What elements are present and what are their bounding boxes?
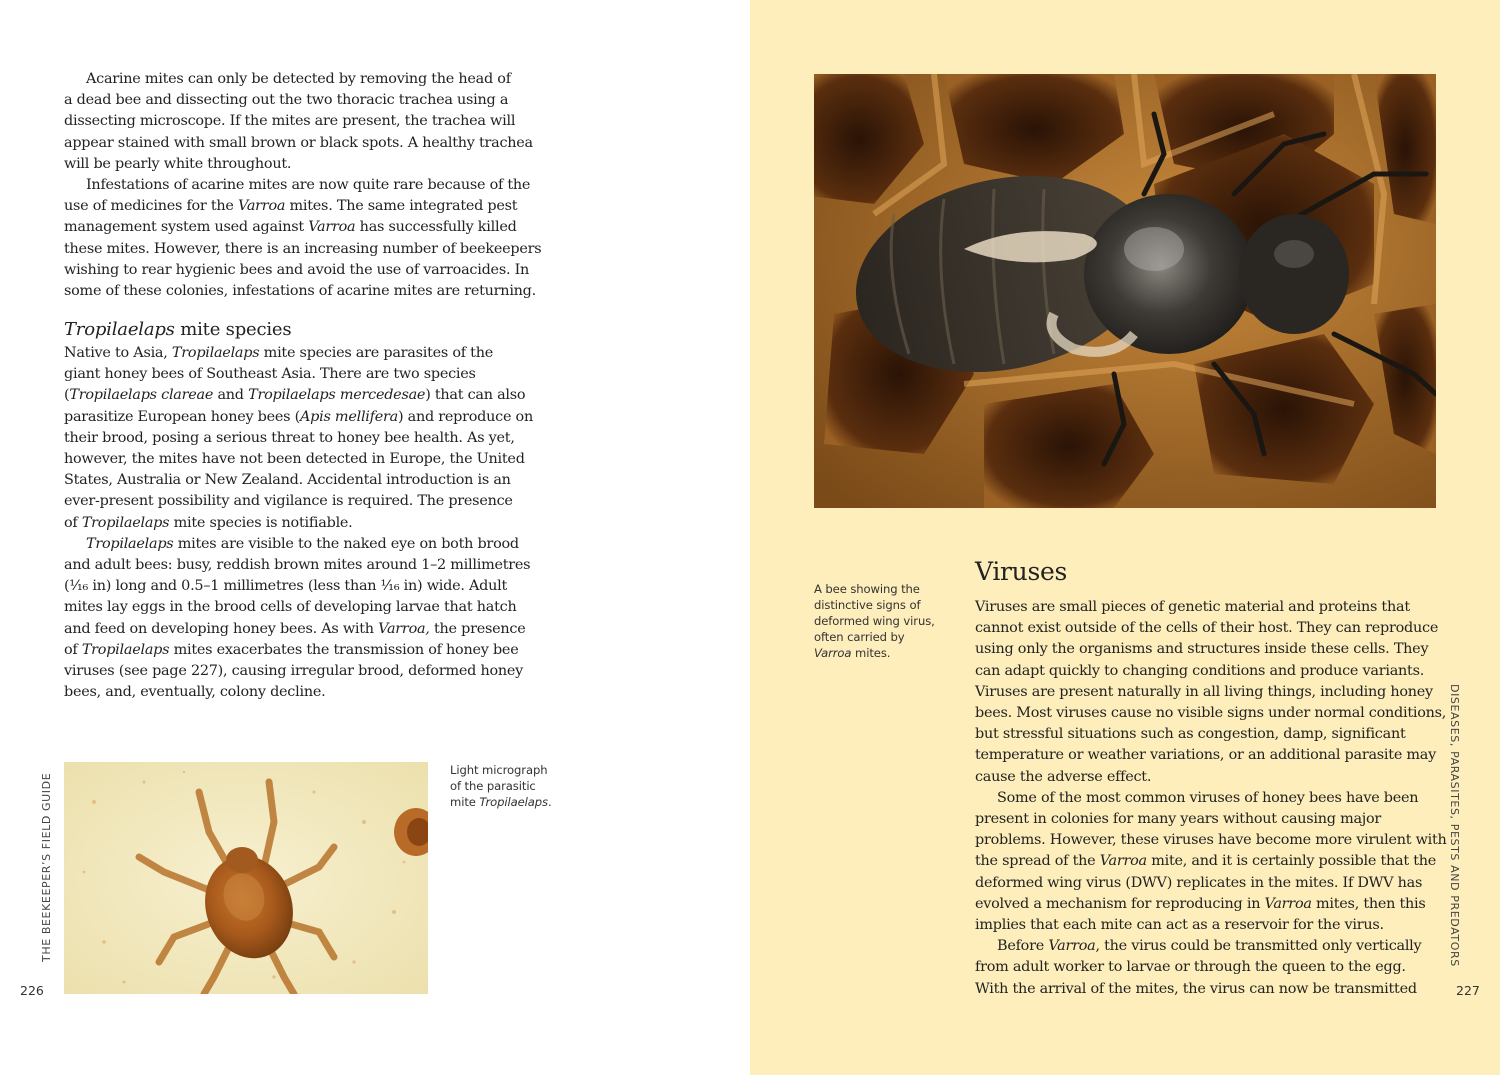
text-line: (Tropilaelaps clareae and Tropilaelaps mercedesae) that can also	[64, 387, 526, 404]
bee-illustration	[814, 74, 1436, 508]
text-line: giant honey bees of Southeast Asia. There are two species	[64, 366, 476, 383]
italic-term: Varroa	[1048, 938, 1096, 955]
text-line: of Tropilaelaps mites exacerbates the transmission of honey bee	[64, 641, 519, 658]
text-line: deformed wing virus,	[814, 614, 935, 628]
text-line: their brood, posing a serious threat to honey bee health. As yet,	[64, 429, 515, 446]
tropilaelaps-visibility-paragraph	[64, 534, 534, 704]
subhead-italic: Tropilaelaps	[64, 319, 175, 340]
text-line: using only the organisms and structures inside these cells. They	[975, 641, 1429, 658]
text-line: problems. However, these viruses have become more virulent with	[975, 832, 1447, 849]
text-line: evolved a mechanism for reproducing in Varroa mites, then this	[975, 895, 1426, 912]
text-line: the spread of the Varroa mite, and it is certainly possible that the	[975, 853, 1437, 870]
italic-term: Apis mellifera	[300, 408, 398, 425]
text-line: mites lay eggs in the brood cells of developing larvae that hatch	[64, 599, 517, 616]
text-line: Light micrograph	[450, 763, 548, 777]
viruses-common-paragraph	[975, 788, 1445, 936]
text-line: but stressful situations such as congestion, damp, significant	[975, 726, 1406, 743]
left-column-bottom	[64, 343, 534, 703]
italic-term: Tropilaelaps	[171, 345, 260, 361]
bee-caption	[814, 581, 935, 661]
tropilaelaps-paragraph	[64, 343, 534, 534]
text-line: Acarine mites can only be detected by removing the head of	[86, 71, 511, 87]
text-line: parasitize European honey bees (Apis mellifera) and reproduce on	[64, 408, 533, 425]
text-line: a dead bee and dissecting out the two thoracic trachea using a	[64, 92, 509, 109]
text-line: Viruses are small pieces of genetic material and proteins that	[975, 599, 1410, 615]
text-line: bees. Most viruses cause no visible signs under normal conditions,	[975, 705, 1447, 722]
text-line: distinctive signs of	[814, 598, 921, 612]
text-line: Native to Asia, Tropilaelaps mite species are parasites of the	[64, 345, 493, 361]
text-line: and adult bees: busy, reddish brown mites around 1–2 millimetres	[64, 557, 531, 574]
text-line: cause the adverse effect.	[975, 768, 1152, 785]
text-line: appear stained with small brown or black spots. A healthy trachea	[64, 134, 533, 151]
text-line: of the parasitic	[450, 779, 536, 793]
acarine-infestation-paragraph	[64, 175, 542, 302]
text-line: implies that each mite can act as a reservoir for the virus.	[975, 917, 1384, 934]
text-line: and feed on developing honey bees. As with Varroa, the presence	[64, 620, 526, 637]
italic-term: Tropilaelaps	[81, 514, 170, 531]
left-page-number: 226	[20, 983, 44, 998]
italic-term: Tropilaelaps	[479, 795, 548, 809]
italic-term: Varroa	[308, 219, 356, 236]
text-line: from adult worker to larvae or through the queen to the egg.	[975, 959, 1406, 976]
text-line: cannot exist outside of the cells of their host. They can reproduce	[975, 620, 1439, 637]
italic-term: Tropilaelaps mercedesae	[248, 387, 426, 404]
acarine-paragraph	[64, 69, 534, 175]
italic-term: Varroa	[238, 198, 286, 215]
italic-term: Varroa	[814, 646, 852, 660]
italic-term: Tropilaelaps	[86, 535, 174, 552]
mite-micrograph-image	[64, 762, 428, 994]
italic-term: Varroa	[1099, 853, 1147, 870]
text-line: viruses (see page 227), causing irregular brood, deformed honey	[64, 663, 524, 680]
text-line: dissecting microscope. If the mites are present, the trachea will	[64, 113, 516, 130]
text-line: temperature or weather variations, or an additional parasite may	[975, 747, 1437, 764]
right-running-head: DISEASES, PARASITES, PESTS AND PREDATORS	[1448, 684, 1461, 967]
left-running-head: THE BEEKEEPER’S FIELD GUIDE	[40, 772, 53, 962]
deformed-wing-bee-image	[814, 74, 1436, 508]
mite-illustration	[64, 762, 428, 994]
text-line: Some of the most common viruses of honey bees have been	[997, 789, 1419, 806]
italic-term: Tropilaelaps clareae	[69, 387, 214, 404]
text-line: wishing to rear hygienic bees and avoid the use of varroacides. In	[64, 261, 530, 278]
text-line: these mites. However, there is an increasing number of beekeepers	[64, 240, 542, 257]
text-line: however, the mites have not been detected in Europe, the United	[64, 451, 525, 468]
mite-caption	[450, 762, 552, 810]
text-line: Before Varroa, the virus could be transmitted only vertically	[997, 938, 1422, 955]
text-line: of Tropilaelaps mite species is notifiable.	[64, 514, 353, 531]
text-line: management system used against Varroa has successfully killed	[64, 219, 517, 236]
text-line: will be pearly white throughout.	[64, 155, 292, 172]
right-page-number: 227	[1456, 983, 1480, 998]
text-line: present in colonies for many years without causing major	[975, 811, 1382, 828]
left-column-top	[64, 69, 542, 302]
text-line: can adapt quickly to changing conditions and produce variants.	[975, 662, 1425, 679]
text-line: Varroa mites.	[814, 646, 891, 660]
text-line: often carried by	[814, 630, 905, 644]
italic-term: Tropilaelaps	[81, 641, 170, 658]
text-line: Infestations of acarine mites are now quite rare because of the	[86, 177, 531, 194]
text-line: (¹⁄₁₆ in) long and 0.5–1 millimetres (less than ¹⁄₁₆ in) wide. Adult	[64, 578, 508, 595]
viruses-heading: Viruses	[975, 557, 1068, 586]
text-line: States, Australia or New Zealand. Accidental introduction is an	[64, 472, 511, 489]
text-line: some of these colonies, infestations of acarine mites are returning.	[64, 283, 536, 300]
italic-term: Varroa	[1264, 895, 1312, 912]
text-line: A bee showing the	[814, 582, 920, 596]
text-line: bees, and, eventually, colony decline.	[64, 684, 326, 701]
text-line: ever-present possibility and vigilance is required. The presence	[64, 493, 513, 510]
text-line: mite Tropilaelaps.	[450, 795, 552, 809]
subhead-rest: mite species	[174, 319, 292, 340]
text-line: Tropilaelaps mites are visible to the naked eye on both brood	[86, 535, 519, 552]
viruses-transmission-paragraph	[975, 936, 1445, 1000]
tropilaelaps-subhead	[64, 319, 291, 340]
text-line: use of medicines for the Varroa mites. The same integrated pest	[64, 198, 518, 215]
text-line: With the arrival of the mites, the virus can now be transmitted	[975, 980, 1417, 997]
viruses-intro-paragraph	[975, 597, 1445, 788]
italic-term: Varroa,	[378, 620, 430, 637]
text-line: deformed wing virus (DWV) replicates in the mites. If DWV has	[975, 874, 1423, 891]
text-line: Viruses are present naturally in all living things, including honey	[975, 683, 1433, 700]
right-column	[975, 597, 1445, 1000]
